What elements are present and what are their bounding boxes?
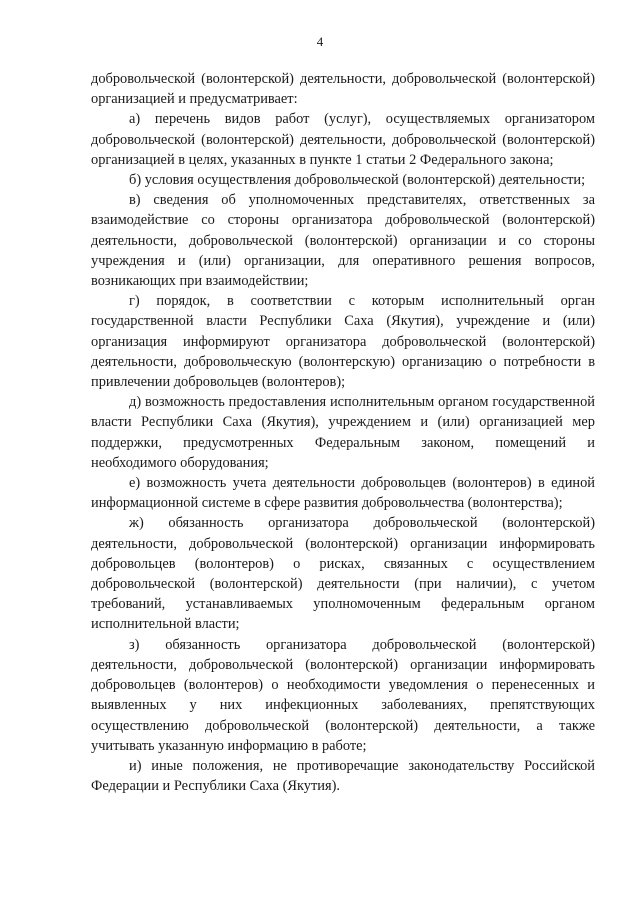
paragraph-intro-continuation: добровольческой (волонтерской) деятельности, добровольческой (волонтерской) организацией и предусматривает: — [91, 71, 595, 108]
list-item-e: е) возможность учета деятельности добровольцев (волонтеров) в единой информационной системе в сфере развития добровольчества (волонтерства); — [91, 475, 595, 512]
list-item-zh: ж) обязанность организатора добровольческой (волонтерской) деятельности, добровольческой (волонтерской) организации информировать добровольцев (волонтеров) о рисках, связанных с осуществлением добровольческой (волонтерской) деятельности (при наличии), с учетом требований, устанавливаемых уполномоченным федеральным органом исполнительной власти; — [91, 515, 595, 633]
list-item-a: а) перечень видов работ (услуг), осуществляемых организатором добровольческой (волонтерской) деятельности, добровольческой (волонтерской) организацией в целях, указанных в пункте 1 статьи 2 Федерального закона; — [91, 111, 595, 168]
list-item-i: и) иные положения, не противоречащие законодательству Российской Федерации и Республики Саха (Якутия). — [91, 757, 595, 795]
list-item-g: г) порядок, в соответствии с которым исполнительный орган государственной власти Республики Саха (Якутия), учреждение и (или) организация информируют организатора добровольческой (волонтерской) деятельности, добровольческую (волонтерскую) организацию о потребности в привлечении добровольцев (волонтеров); — [91, 293, 595, 391]
list-item-b: б) условия осуществления добровольческой (волонтерской) деятельности; — [129, 172, 586, 189]
list-item-v: в) сведения об уполномоченных представителях, ответственных за взаимодействие со стороны организатора добровольческой (волонтерской) деятельности, добровольческой (волонтерской) организации и со стороны учреждения и (или) организации, для оперативного решения вопросов, возникающих при взаимодействии; — [91, 192, 595, 290]
page-number: 4 — [316, 34, 324, 49]
list-item-d: д) возможность предоставления исполнительным органом государственной власти Республики Саха (Якутия), учреждением и (или) организацией мер поддержки, предусмотренных Федеральным законом, помещений и необходимого оборудования; — [91, 394, 595, 471]
list-item-z: з) обязанность организатора добровольческой (волонтерской) деятельности, добровольческой (волонтерской) организации информировать добровольцев (волонтеров) о необходимости уведомления о перенесенных и выявленных у них инфекционных заболеваниях, препятствующих осуществлению добровольческой (волонтерской) деятельности, а также учитывать указанную информацию в работе; — [91, 636, 595, 754]
document-body — [91, 69, 595, 796]
